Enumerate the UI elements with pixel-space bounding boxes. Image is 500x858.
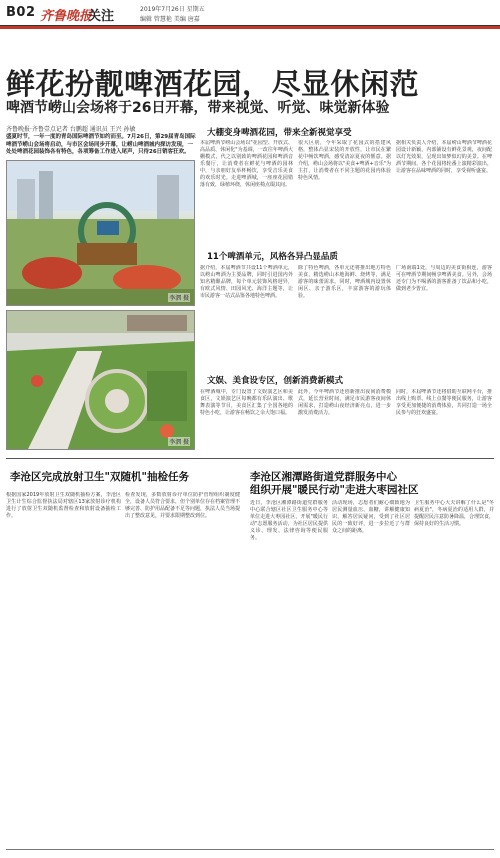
masthead bbox=[0, 0, 500, 26]
beer-garden-illustration-1 bbox=[7, 161, 195, 306]
bottom-right-headline: 李沧区湘潭路街道党群服务中心 组织开展"暖民行动"走进大枣园社区 bbox=[250, 471, 419, 496]
photo-beer-garden-1 bbox=[6, 160, 195, 306]
section-title-1: 大棚变身啤酒花园，带来全新视觉享受 bbox=[207, 128, 352, 138]
bottom-right-col-3: 卫生服务中心大夫讲解了什么是"冬病夏治"，冬病夏治的适用人群，并提醒居民注意防暑降温，合理饮食，保持良好的生活习惯。 bbox=[414, 500, 494, 527]
bottom-left-col-2: 检查发现，多数放射诊疗单位防护管理组织制度健全，设备人员符合要求，但个别单位存在档案管理不够完善、防护用品配备不足等问题，执法人员当场提出了整改意见，并要求限期整改到位。 bbox=[125, 492, 240, 519]
section-2-col-3: 广场南端1处，与周边的美食街相连，游客可在啤酒节期间畅享啤酒美食。另外，会场还专门为不喝酒的游客准备了饮品和小吃，做到老少皆宜。 bbox=[396, 265, 492, 292]
lead-paragraph: 盛夏时节，一年一度的青岛国际啤酒节如约而至。7月26日，第29届青岛国际啤酒节崂山会场将启动，与市区会场同步开幕，让崂山啤酒城内探访发现，一处处啤酒花园装饰各有特色，各项筹备工作进入尾声，只待26日销客狂欢。 bbox=[6, 134, 196, 155]
bottom-left-headline: 李沧区完成放射卫生"双随机"抽检任务 bbox=[10, 471, 189, 483]
bottom-right-col-2: 活动现场，志愿者们耐心细致地为居民测量血压、血糖，讲解健康知识，解答居民疑问，受到了社区居民的一致好评，进一步拉近了与群众之间的距离。 bbox=[332, 500, 410, 534]
paper-name-logo: 齐鲁晚报 bbox=[40, 9, 93, 24]
beer-garden-illustration-2 bbox=[7, 311, 195, 450]
section-2-col-1: 据介绍，本届啤酒节共设11个啤酒单元，以崂山啤酒为主要品牌，同时引进国内外知名精酿品牌，每个单元装饰风格迥异，有欧式风情、田园风光、海洋主题等，让市民游客一站式品鉴各地特色啤酒。 bbox=[200, 265, 293, 299]
section-label: 关注 bbox=[88, 9, 115, 24]
issue-date: 2019年7月26日 星期五 bbox=[140, 6, 205, 13]
section-3-col-2: 此外，今年啤酒节还创新推出夜间消费模式，延长营业时间，满足市民游客夜间休闲需求，打造崂山夜经济新亮点，进一步激发消费活力。 bbox=[298, 389, 391, 416]
section-2-col-2: 除了特色啤酒，各单元还将推出地方特色美食，精选崂山本地海鲜、烧烤等，满足游客的味蕾需求。同时，啤酒城内设置休闲区、亲子游乐区，丰富游客的游玩体验。 bbox=[298, 265, 391, 299]
section-title-2: 11个啤酒单元，风格各异凸显品质 bbox=[207, 252, 338, 262]
section-title-3: 文娱、美食设专区，创新消费新模式 bbox=[207, 376, 344, 386]
section-1-col-2: 很大区别，今年采取了花园式的搭建风格，整体凸显宋装的开放性，让市民在繁花中畅饮啤酒，感受清凉夏夜的惬意。据介绍，崂山会场将以"美食+啤酒+音乐"为主打，让消费者在不同主题的花园内体验特色风情。 bbox=[298, 140, 391, 181]
photo-credit-2: 李泗 摄 bbox=[169, 439, 189, 446]
photo-beer-garden-2 bbox=[6, 310, 195, 450]
section-3-col-3: 同时，本届啤酒节还将借助互联网平台，推出线上购票、线上点餐等便民服务，让游客享受更加便捷的消费体验，共同打造一场全民参与的狂欢盛宴。 bbox=[396, 389, 492, 416]
editors-credit: 编辑 管慧艳 美编 唐嘉 bbox=[140, 16, 200, 23]
page-number: B02 bbox=[6, 5, 36, 20]
bottom-left-col-1: 根据国家2019年放射卫生双随机抽检方案，李沧区卫生计生综合监督执法局对辖区13家放射诊疗机构进行了放射卫生双随机监督检查和放射设备抽检工作。 bbox=[6, 492, 121, 519]
section-1-col-3: 据相关负责人介绍，本届崂山啤酒节啤酒花园设计新颖，内部铺设有鲜花景观，夜间配以灯光效果，呈现出如梦似幻的美景。在啤酒节期间，各个花园将轮番上演精彩演出，让游客在品味啤酒的同时，享受视听盛宴。 bbox=[396, 140, 492, 174]
section-divider bbox=[6, 458, 494, 459]
section-3-col-1: 在啤酒城中，专门设置了文娱演艺区和美食区，文娱演艺区每晚都有乐队演出、歌舞表演等节目，美食区汇集了全国各地的特色小吃，让游客在畅饮之余大饱口福。 bbox=[200, 389, 293, 416]
page-bottom-rule bbox=[6, 849, 494, 850]
bottom-right-col-1: 近日，李沧区湘潭路街道党群服务中心联合辖区社区卫生服务中心等单位走进大枣园社区，开展"暖民行动"志愿服务活动，为社区居民提供义诊、理发、法律咨询等便民服务。 bbox=[250, 500, 328, 541]
section-1-col-1: 本届啤酒节崂山会场以"花园型、开放式、高品质、休闲化"为基调，一改往年啤酒大棚模式，代之以别致的啤酒花园和啤酒音乐餐厅，让消费者在鲜花与啤酒的园林中，与亲朋好友举杯畅饮，享受音乐美食的欢乐时光。走进啤酒城，一座座花园错落有致，绿植环绕，休闲座椅点缀其间。 bbox=[200, 140, 293, 188]
subheadline: 啤酒节崂山会场将于26日开幕，带来视觉、听觉、味觉新体验 bbox=[6, 100, 390, 116]
photo-credit-1: 李泗 摄 bbox=[169, 295, 189, 302]
headline: 鲜花扮靓啤酒花园，尽显休闲范 bbox=[6, 67, 420, 101]
masthead-divider bbox=[0, 26, 500, 29]
byline: 齐鲁晚报·齐鲁壹点记者 台鹏超 通讯员 王兴 孙敏 bbox=[6, 126, 136, 133]
